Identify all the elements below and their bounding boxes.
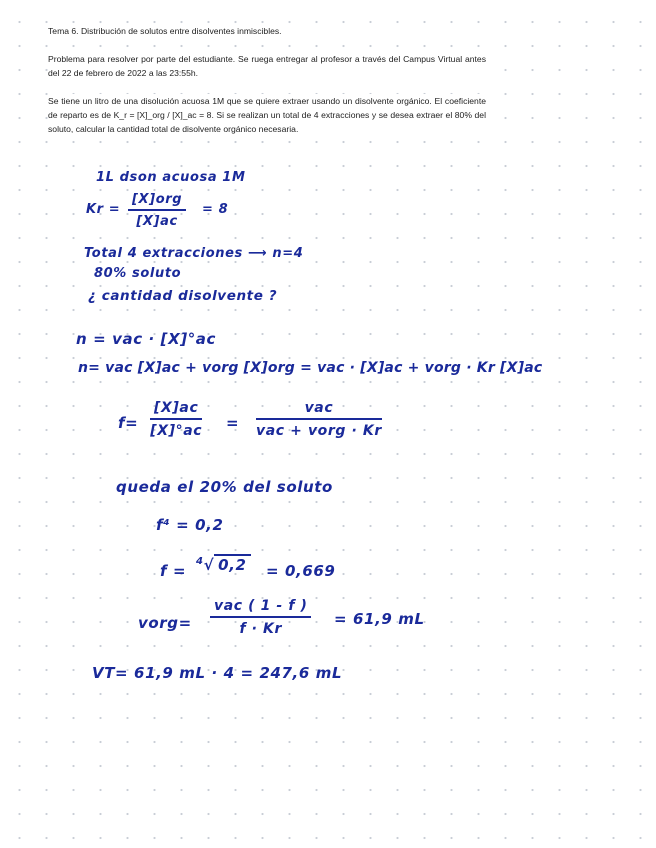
hw-remaining-solute: queda el 20% del soluto bbox=[116, 478, 333, 496]
hw-root-radicand: 0,2 bbox=[214, 554, 250, 574]
hw-percent-solute: 80% soluto bbox=[94, 266, 182, 281]
hw-fourth-root bbox=[196, 556, 251, 574]
hw-vorg-numerator: vac ( 1 - f ) bbox=[210, 598, 311, 618]
hw-total-volume: VT= 61,9 mL · 4 = 247,6 mL bbox=[92, 664, 343, 682]
hw-kr-numerator: [X]org bbox=[128, 192, 186, 211]
hw-f-numerator-2: vac bbox=[256, 400, 382, 420]
hw-solution-data: 1L dson acuosa 1M bbox=[96, 170, 246, 185]
problem-statement: Se tiene un litro de una disolución acuosa 1M que se quiere extraer usando un disolvente orgánico. El coeficiente de reparto es de K_r = [X]_org / [X]_ac = 8. Si se realizan un total de 4 extracciones y se desea extraer el 80% del soluto, calcular la cantidad total de disolvente orgánico necesaria. bbox=[48, 96, 486, 135]
hw-vorg-label: vorg= bbox=[138, 614, 192, 632]
hw-n-definition: n = vac · [X]°ac bbox=[76, 330, 217, 348]
hw-n-mass-balance: n= vac [X]ac + vorg [X]org = vac · [X]ac + vorg · Kr [X]ac bbox=[78, 360, 543, 376]
hw-f-fraction-2 bbox=[256, 400, 382, 439]
hw-f-label: f= bbox=[118, 414, 139, 432]
hw-vorg-fraction bbox=[210, 598, 311, 637]
hw-f-fraction-1 bbox=[150, 400, 202, 439]
hw-question-solvent: ¿ cantidad disolvente ? bbox=[88, 288, 278, 304]
hw-kr-label: Kr = bbox=[86, 202, 121, 217]
topic-title: Tema 6. Distribución de solutos entre disolventes inmiscibles. bbox=[48, 26, 282, 36]
hw-f-numerator-1: [X]ac bbox=[150, 400, 202, 420]
hw-kr-fraction bbox=[128, 192, 186, 229]
hw-f-root-lhs: f = bbox=[160, 562, 187, 580]
hw-f-equals: = bbox=[226, 414, 240, 432]
hw-vorg-denominator: f · Kr bbox=[239, 621, 282, 637]
instructions-block bbox=[48, 52, 486, 80]
hw-total-extractions: Total 4 extracciones ⟶ n=4 bbox=[84, 246, 304, 261]
problem-statement-block bbox=[48, 94, 486, 137]
hw-kr-denominator: [X]ac bbox=[136, 214, 178, 229]
document-header bbox=[48, 24, 486, 38]
hw-vorg-result: = 61,9 mL bbox=[334, 610, 425, 628]
hw-f-root-result: = 0,669 bbox=[266, 562, 336, 580]
hw-radical-sign-icon: √ bbox=[203, 556, 215, 574]
hw-f-denominator-2: vac + vorg · Kr bbox=[256, 423, 382, 439]
instructions-text: Problema para resolver por parte del estudiante. Se ruega entregar al profesor a través del Campus Virtual antes del 22 de febrero de 2022 a las 23:55h. bbox=[48, 54, 486, 79]
hw-f-fourth-power: f⁴ = 0,2 bbox=[156, 516, 224, 534]
hw-root-index: 4 bbox=[196, 556, 204, 567]
hw-kr-value: = 8 bbox=[202, 202, 229, 217]
hw-f-denominator-1: [X]°ac bbox=[150, 423, 203, 439]
